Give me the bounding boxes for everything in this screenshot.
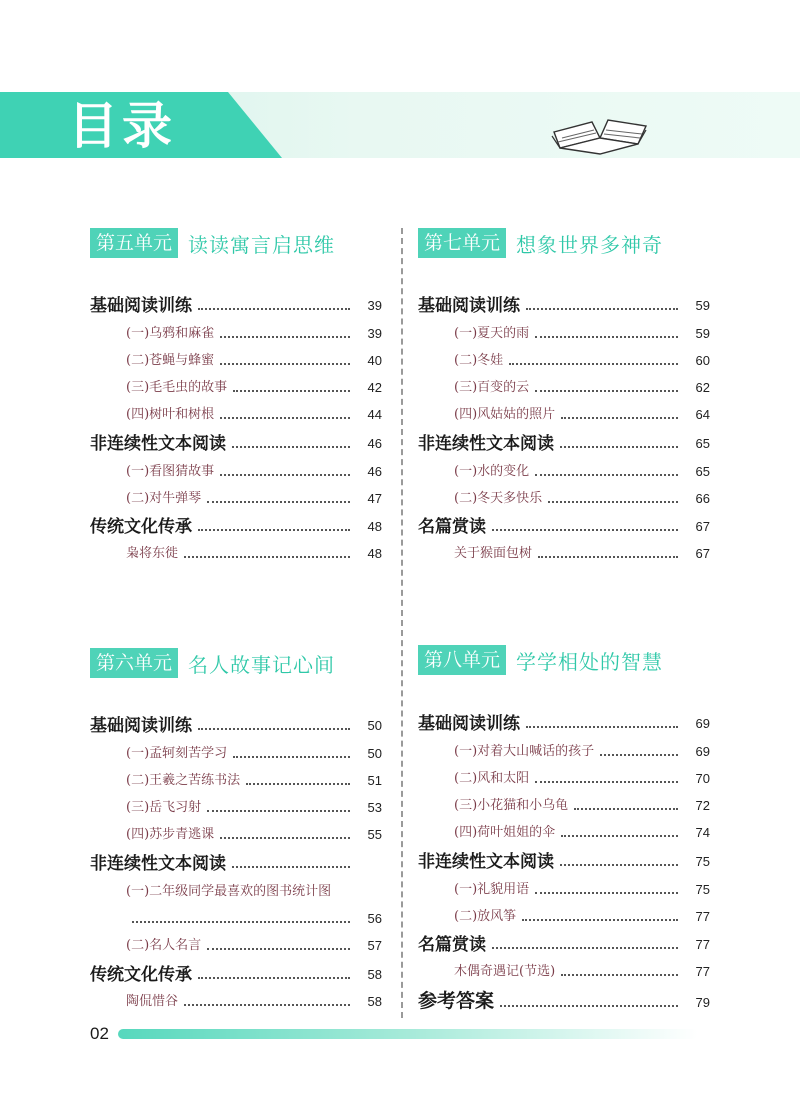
toc-item[interactable]: (一)对着大山喊话的孩子 69 <box>454 744 710 759</box>
toc-section[interactable]: 非连续性文本阅读 <box>90 848 382 874</box>
toc-item[interactable]: (四)荷叶姐姐的伞 74 <box>454 825 710 840</box>
toc-item[interactable]: (二)王羲之苦练书法 51 <box>126 773 382 788</box>
toc-item[interactable]: 关于猴面包树 67 <box>454 546 710 561</box>
unit-header-5 <box>90 228 335 258</box>
toc-item[interactable]: (一)礼貌用语 75 <box>454 882 710 897</box>
unit-badge: 第八单元 <box>418 645 506 675</box>
toc-item[interactable]: (四)风姑姑的照片 64 <box>454 407 710 422</box>
unit-badge: 第五单元 <box>90 228 178 258</box>
unit-title: 读读寓言启思维 <box>188 232 336 257</box>
unit-title: 名人故事记心间 <box>188 652 336 677</box>
toc-item[interactable]: (一)水的变化 65 <box>454 464 710 479</box>
toc-section[interactable]: 非连续性文本阅读 65 <box>418 434 710 454</box>
footer-bar <box>118 1029 698 1039</box>
toc-section[interactable]: 基础阅读训练 39 <box>90 296 382 316</box>
toc-item[interactable]: (四)树叶和树根 44 <box>126 407 382 422</box>
toc-item[interactable]: (三)岳飞习射 53 <box>126 800 382 815</box>
toc-item[interactable]: (二)名人名言 57 <box>126 938 382 953</box>
toc-section[interactable]: 基础阅读训练 69 <box>418 714 710 734</box>
unit-header-6 <box>90 648 335 678</box>
toc-item[interactable]: 木偶奇遇记(节选) 77 <box>454 964 710 979</box>
toc-item-continuation[interactable]: 56 <box>90 903 382 929</box>
toc-section[interactable]: 名篇赏读 67 <box>418 517 710 537</box>
toc-item[interactable]: (二)冬娃 60 <box>454 353 710 368</box>
toc-item[interactable]: (二)对牛弹琴 47 <box>126 491 382 506</box>
toc-item[interactable]: (一)乌鸦和麻雀 39 <box>126 326 382 341</box>
toc-item[interactable]: (四)苏步青逃课 55 <box>126 827 382 842</box>
toc-item[interactable]: (一)二年级同学最喜欢的图书统计图 <box>126 884 332 899</box>
unit-badge: 第七单元 <box>418 228 506 258</box>
toc-item[interactable]: (二)放风筝 77 <box>454 909 710 924</box>
toc-section[interactable]: 基础阅读训练 59 <box>418 296 710 316</box>
toc-item[interactable]: (一)看图猜故事 46 <box>126 464 382 479</box>
unit-title: 想象世界多神奇 <box>516 232 664 257</box>
toc-item[interactable]: (三)百变的云 62 <box>454 380 710 395</box>
toc-item[interactable]: (二)冬天多快乐 66 <box>454 491 710 506</box>
page-number: 02 <box>90 1024 109 1043</box>
toc-item[interactable]: (二)风和太阳 70 <box>454 771 710 786</box>
toc-item[interactable]: (二)苍蝇与蜂蜜 40 <box>126 353 382 368</box>
toc-section[interactable]: 传统文化传承 48 <box>90 517 382 537</box>
toc-item[interactable]: (三)毛毛虫的故事 42 <box>126 380 382 395</box>
toc-section[interactable]: 名篇赏读 77 <box>418 935 710 955</box>
toc-item[interactable]: 陶侃惜谷 58 <box>126 994 382 1009</box>
column-divider <box>401 228 403 1018</box>
unit-header-8 <box>418 645 663 675</box>
toc-item[interactable]: 枭将东徙 48 <box>126 546 382 561</box>
unit-header-7 <box>418 228 663 258</box>
toc-section[interactable]: 非连续性文本阅读 75 <box>418 852 710 872</box>
toc-answers[interactable]: 参考答案 79 <box>418 990 710 1012</box>
toc-item[interactable]: (一)夏天的雨 59 <box>454 326 710 341</box>
unit-title: 学学相处的智慧 <box>516 649 664 674</box>
unit-badge: 第六单元 <box>90 648 178 678</box>
page-title: 目录 <box>68 97 176 155</box>
toc-section[interactable]: 传统文化传承 58 <box>90 965 382 985</box>
toc-section[interactable]: 基础阅读训练 50 <box>90 716 382 736</box>
open-book-icon <box>548 108 650 158</box>
toc-item[interactable]: (一)孟轲刻苦学习 50 <box>126 746 382 761</box>
toc-section[interactable]: 非连续性文本阅读 46 <box>90 434 382 454</box>
toc-item[interactable]: (三)小花猫和小乌龟 72 <box>454 798 710 813</box>
